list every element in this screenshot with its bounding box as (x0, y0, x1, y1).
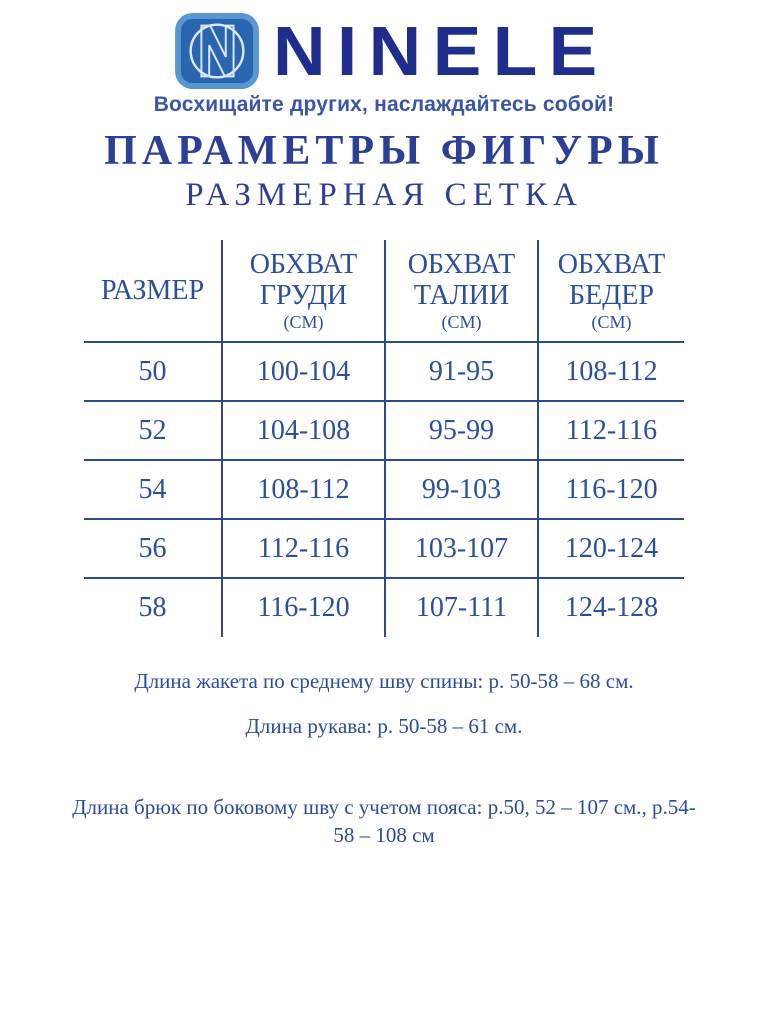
brand-wordmark: NINELE (272, 12, 609, 90)
table-row-size-54 (84, 460, 684, 519)
cell-hips: 108-112 (538, 342, 684, 401)
cell-chest: 100-104 (222, 342, 385, 401)
table-row-size-52 (84, 401, 684, 460)
cell-size: 52 (84, 401, 222, 460)
column-label: ОБХВАТ ГРУДИ (249, 248, 358, 312)
page-subtitle: РАЗМЕРНАЯ СЕТКА (185, 177, 583, 213)
brand-logo (0, 12, 768, 90)
page-title: ПАРАМЕТРЫ ФИГУРЫ (104, 128, 664, 174)
cell-chest: 112-116 (222, 519, 385, 578)
note-sleeve-length: Длина рукава: р. 50-58 – 61 см. (245, 714, 523, 739)
column-label: ОБХВАТ БЕДЕР (557, 248, 666, 312)
column-unit: (СМ) (441, 311, 482, 332)
cell-chest: 108-112 (222, 460, 385, 519)
table-row-size-58 (84, 578, 684, 637)
cell-hips: 116-120 (538, 460, 684, 519)
cell-hips: 120-124 (538, 519, 684, 578)
size-table-header-row (84, 240, 684, 342)
cell-size: 56 (84, 519, 222, 578)
cell-hips: 124-128 (564, 592, 659, 623)
cell-size: 54 (84, 460, 222, 519)
column-label: РАЗМЕР (100, 274, 205, 306)
cell-waist: 95-99 (385, 401, 538, 460)
column-label: ОБХВАТ ТАЛИИ (407, 248, 516, 312)
cell-size: 58 (84, 578, 222, 637)
cell-hips: 112-116 (538, 401, 684, 460)
cell-waist: 107-111 (385, 578, 538, 637)
cell-waist: 103-107 (385, 519, 538, 578)
ninele-n-icon (173, 12, 261, 90)
column-header-size (84, 240, 222, 342)
size-table (84, 240, 684, 637)
measurement-notes (70, 667, 698, 849)
column-unit: (СМ) (591, 311, 632, 332)
column-header-chest (222, 240, 385, 342)
cell-chest: 104-108 (222, 401, 385, 460)
cell-chest: 116-120 (222, 578, 385, 637)
column-unit: (СМ) (283, 311, 324, 332)
note-jacket-length: Длина жакета по среднему шву спины: р. 50-58 – 68 см. (134, 669, 634, 693)
cell-waist: 99-103 (385, 460, 538, 519)
brand-header (0, 12, 768, 117)
brand-tagline: Восхищайте других, наслаждайтесь собой! (153, 93, 615, 116)
column-header-waist (385, 240, 538, 342)
cell-waist: 91-95 (385, 342, 538, 401)
column-header-hips (538, 240, 684, 342)
table-row-size-56 (84, 519, 684, 578)
table-row-size-50 (84, 342, 684, 401)
cell-size: 50 (84, 342, 222, 401)
note-trousers-length: Длина брюк по боковому шву с учетом пояса: р.50, 52 – 107 см., р.54-58 – 108 см (72, 794, 696, 848)
